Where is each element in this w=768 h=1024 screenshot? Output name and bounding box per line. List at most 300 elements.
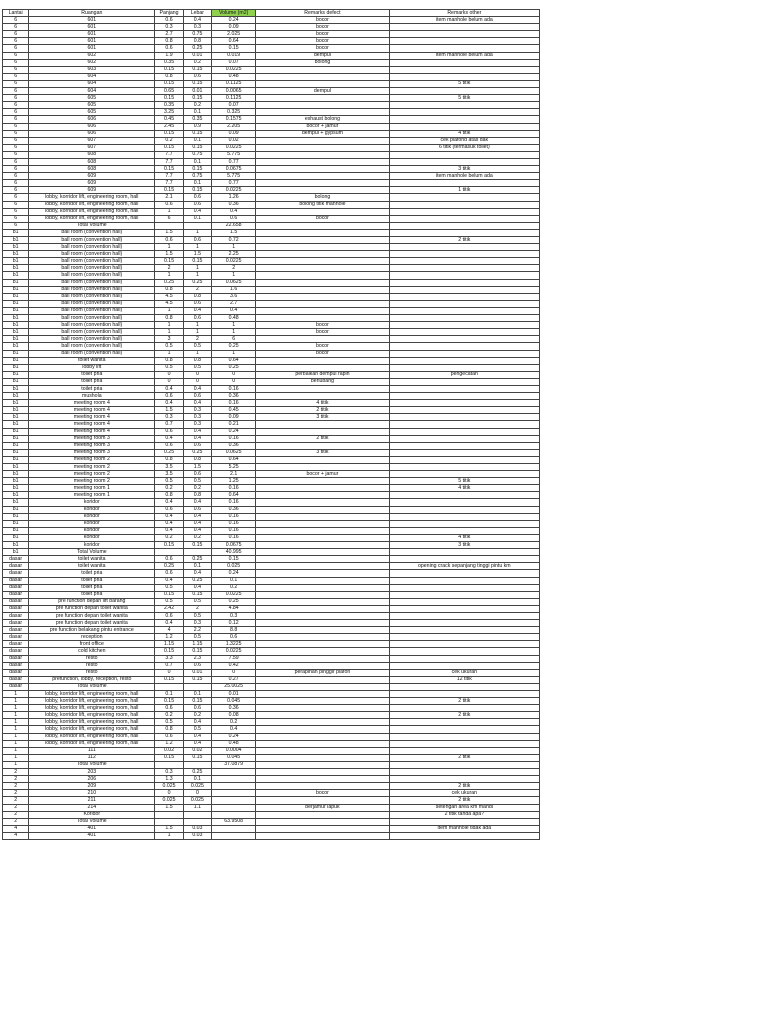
cell-remarks-other[interactable] [389, 464, 539, 471]
cell-remarks-other[interactable] [389, 315, 539, 322]
cell-remarks-defect[interactable] [256, 612, 389, 619]
cell-remarks-defect[interactable] [256, 740, 389, 747]
cell-remarks-defect[interactable] [256, 357, 389, 364]
cell-remarks-defect[interactable] [256, 73, 389, 80]
cell-volume[interactable]: 6 [212, 336, 256, 343]
cell-lantai[interactable]: 1 [3, 726, 29, 733]
cell-remarks-defect[interactable] [256, 187, 389, 194]
cell-panjang[interactable]: 0.4 [155, 513, 183, 520]
cell-panjang[interactable]: 0.15 [155, 698, 183, 705]
cell-lantai[interactable]: b1 [3, 534, 29, 541]
cell-lebar[interactable]: 0.75 [183, 31, 211, 38]
cell-ruangan[interactable]: front office [29, 641, 155, 648]
cell-panjang[interactable]: 1.5 [155, 407, 183, 414]
cell-remarks-defect[interactable] [256, 769, 389, 776]
cell-ruangan[interactable]: ball room (convention hall) [29, 237, 155, 244]
cell-lebar[interactable]: 1.15 [183, 641, 211, 648]
cell-remarks-other[interactable] [389, 492, 539, 499]
cell-panjang[interactable] [155, 818, 183, 825]
cell-remarks-other[interactable] [389, 272, 539, 279]
cell-lantai[interactable]: b1 [3, 492, 29, 499]
cell-lebar[interactable]: 2 [183, 605, 211, 612]
cell-panjang[interactable]: 0.4 [155, 499, 183, 506]
cell-remarks-other[interactable] [389, 612, 539, 619]
cell-lebar[interactable]: 0.35 [183, 116, 211, 123]
cell-remarks-other[interactable] [389, 641, 539, 648]
cell-remarks-defect[interactable] [256, 137, 389, 144]
cell-remarks-defect[interactable] [256, 570, 389, 577]
cell-panjang[interactable]: 1 [155, 350, 183, 357]
cell-remarks-defect[interactable] [256, 315, 389, 322]
cell-remarks-other[interactable]: 4 titik [389, 130, 539, 137]
cell-ruangan[interactable]: meeting room 3 [29, 449, 155, 456]
cell-ruangan[interactable]: meeting room 3 [29, 435, 155, 442]
cell-ruangan[interactable]: pre function depan toilet wanita [29, 605, 155, 612]
cell-volume[interactable]: 0.64 [212, 38, 256, 45]
cell-remarks-other[interactable] [389, 733, 539, 740]
cell-ruangan[interactable]: 601 [29, 38, 155, 45]
cell-ruangan[interactable]: ball room (convention hall) [29, 350, 155, 357]
cell-remarks-defect[interactable] [256, 627, 389, 634]
cell-panjang[interactable]: 2.45 [155, 123, 183, 130]
cell-remarks-other[interactable] [389, 407, 539, 414]
cell-remarks-defect[interactable] [256, 102, 389, 109]
cell-remarks-defect[interactable] [256, 109, 389, 116]
cell-remarks-defect[interactable] [256, 797, 389, 804]
cell-panjang[interactable] [155, 811, 183, 818]
cell-volume[interactable]: 0.21 [212, 421, 256, 428]
cell-volume[interactable]: 63.9508 [212, 818, 256, 825]
cell-ruangan[interactable]: 111 [29, 747, 155, 754]
cell-remarks-defect[interactable]: bocor [256, 322, 389, 329]
cell-lebar[interactable]: 0.8 [183, 293, 211, 300]
cell-volume[interactable]: 0.25 [212, 343, 256, 350]
cell-lebar[interactable] [183, 222, 211, 229]
cell-volume[interactable]: 0.16 [212, 400, 256, 407]
cell-panjang[interactable]: 1 [155, 832, 183, 839]
cell-remarks-defect[interactable] [256, 478, 389, 485]
cell-volume[interactable]: 0.16 [212, 499, 256, 506]
cell-lebar[interactable]: 0.4 [183, 719, 211, 726]
cell-volume[interactable]: 0.16 [212, 534, 256, 541]
cell-remarks-other[interactable]: item manhole belum ada [389, 17, 539, 24]
cell-remarks-defect[interactable] [256, 80, 389, 87]
cell-lantai[interactable]: b1 [3, 336, 29, 343]
cell-lantai[interactable]: 6 [3, 45, 29, 52]
cell-volume[interactable]: 0 [212, 378, 256, 385]
cell-lebar[interactable]: 0.6 [183, 194, 211, 201]
cell-volume[interactable]: 0.27 [212, 676, 256, 683]
cell-lantai[interactable]: 6 [3, 144, 29, 151]
cell-ruangan[interactable]: 203 [29, 769, 155, 776]
cell-remarks-defect[interactable] [256, 237, 389, 244]
cell-lebar[interactable]: 0.1 [183, 776, 211, 783]
cell-panjang[interactable]: 3.25 [155, 109, 183, 116]
cell-lebar[interactable] [183, 761, 211, 768]
cell-ruangan[interactable]: toilet wanita [29, 563, 155, 570]
cell-remarks-other[interactable] [389, 300, 539, 307]
cell-remarks-other[interactable] [389, 570, 539, 577]
cell-lebar[interactable]: 1 [183, 272, 211, 279]
cell-ruangan[interactable]: meeting room 4 [29, 414, 155, 421]
cell-panjang[interactable]: 0.8 [155, 492, 183, 499]
cell-ruangan[interactable]: Koridor [29, 811, 155, 818]
cell-ruangan[interactable]: ball room (convention hall) [29, 336, 155, 343]
cell-lantai[interactable]: b1 [3, 307, 29, 314]
cell-ruangan[interactable]: lobby, korridor lift, engineering room, hall [29, 201, 155, 208]
cell-remarks-other[interactable]: 5 titik [389, 80, 539, 87]
cell-ruangan[interactable]: 214 [29, 804, 155, 811]
cell-panjang[interactable]: 7.7 [155, 158, 183, 165]
cell-lebar[interactable]: 0.03 [183, 825, 211, 832]
cell-lebar[interactable]: 0.3 [183, 407, 211, 414]
cell-lebar[interactable]: 0.15 [183, 66, 211, 73]
cell-lebar[interactable]: 2 [183, 336, 211, 343]
cell-remarks-other[interactable] [389, 229, 539, 236]
cell-lantai[interactable]: 1 [3, 691, 29, 698]
cell-volume[interactable]: 7.59 [212, 655, 256, 662]
cell-panjang[interactable]: 0 [155, 790, 183, 797]
cell-ruangan[interactable]: meeting room 4 [29, 407, 155, 414]
cell-ruangan[interactable]: meeting room 1 [29, 485, 155, 492]
cell-lantai[interactable]: 6 [3, 137, 29, 144]
cell-panjang[interactable]: 0.35 [155, 59, 183, 66]
cell-lantai[interactable]: 1 [3, 698, 29, 705]
cell-lebar[interactable]: 0.15 [183, 258, 211, 265]
cell-lantai[interactable]: b1 [3, 542, 29, 549]
cell-panjang[interactable]: 0.4 [155, 435, 183, 442]
cell-lebar[interactable]: 1 [183, 329, 211, 336]
cell-remarks-other[interactable] [389, 683, 539, 690]
cell-lantai[interactable]: b1 [3, 506, 29, 513]
cell-remarks-defect[interactable]: perapihan pinggir plafon [256, 669, 389, 676]
cell-volume[interactable]: 0.48 [212, 315, 256, 322]
cell-volume[interactable]: 2.1 [212, 471, 256, 478]
cell-remarks-other[interactable]: cek plafond atas dak [389, 137, 539, 144]
cell-ruangan[interactable]: meeting room 2 [29, 471, 155, 478]
cell-lantai[interactable]: b1 [3, 293, 29, 300]
cell-lantai[interactable]: 6 [3, 123, 29, 130]
cell-volume[interactable]: 0.08 [212, 712, 256, 719]
cell-lantai[interactable]: b1 [3, 343, 29, 350]
cell-volume[interactable]: 0.16 [212, 485, 256, 492]
cell-remarks-other[interactable]: item manhole belum ada [389, 52, 539, 59]
cell-remarks-defect[interactable]: bocor [256, 45, 389, 52]
cell-lebar[interactable]: 0.5 [183, 364, 211, 371]
cell-ruangan[interactable]: 608 [29, 158, 155, 165]
cell-remarks-defect[interactable]: dempul [256, 88, 389, 95]
cell-lantai[interactable]: 1 [3, 712, 29, 719]
cell-panjang[interactable]: 7.7 [155, 151, 183, 158]
cell-volume[interactable]: 0.72 [212, 237, 256, 244]
cell-remarks-other[interactable] [389, 456, 539, 463]
cell-lantai[interactable]: b1 [3, 421, 29, 428]
cell-ruangan[interactable]: toilet wanita [29, 556, 155, 563]
cell-remarks-other[interactable] [389, 549, 539, 556]
cell-volume[interactable]: 0.09 [212, 130, 256, 137]
cell-panjang[interactable]: 0.15 [155, 166, 183, 173]
cell-ruangan[interactable]: pre function belakang pintu entrance [29, 627, 155, 634]
cell-panjang[interactable]: 1 [155, 307, 183, 314]
cell-ruangan[interactable]: lobby, korridor lift, engineering room, hall [29, 194, 155, 201]
cell-panjang[interactable]: 1.5 [155, 229, 183, 236]
cell-lebar[interactable]: 0.01 [183, 52, 211, 59]
cell-remarks-other[interactable] [389, 293, 539, 300]
cell-volume[interactable]: 40.995 [212, 549, 256, 556]
cell-lantai[interactable]: dasar [3, 662, 29, 669]
cell-volume[interactable]: 0.36 [212, 705, 256, 712]
cell-volume[interactable]: 3.6 [212, 293, 256, 300]
cell-lantai[interactable]: b1 [3, 300, 29, 307]
cell-remarks-other[interactable] [389, 584, 539, 591]
cell-volume[interactable]: 0.2 [212, 584, 256, 591]
cell-panjang[interactable]: 0.15 [155, 95, 183, 102]
cell-remarks-other[interactable] [389, 620, 539, 627]
cell-lantai[interactable]: dasar [3, 655, 29, 662]
cell-volume[interactable]: 0.02 [212, 137, 256, 144]
cell-remarks-other[interactable] [389, 414, 539, 421]
cell-remarks-defect[interactable] [256, 761, 389, 768]
cell-ruangan[interactable]: 606 [29, 123, 155, 130]
cell-remarks-other[interactable]: 6 titik (termasuk toilet) [389, 144, 539, 151]
cell-remarks-defect[interactable] [256, 428, 389, 435]
cell-lantai[interactable]: dasar [3, 627, 29, 634]
cell-volume[interactable]: 0.16 [212, 385, 256, 392]
cell-panjang[interactable]: 3 [155, 336, 183, 343]
cell-remarks-defect[interactable]: bocor [256, 329, 389, 336]
cell-volume[interactable]: 0.64 [212, 456, 256, 463]
cell-volume[interactable] [212, 797, 256, 804]
cell-remarks-other[interactable]: 1 titik [389, 187, 539, 194]
cell-lantai[interactable]: 2 [3, 769, 29, 776]
cell-panjang[interactable]: 1.5 [155, 251, 183, 258]
cell-remarks-defect[interactable] [256, 393, 389, 400]
cell-panjang[interactable]: 0.15 [155, 591, 183, 598]
cell-ruangan[interactable]: ball room (convention hall) [29, 286, 155, 293]
cell-panjang[interactable]: 0.2 [155, 534, 183, 541]
cell-volume[interactable]: 0.019 [212, 52, 256, 59]
cell-lebar[interactable]: 0.1 [183, 137, 211, 144]
cell-remarks-other[interactable] [389, 655, 539, 662]
cell-volume[interactable]: 1.5 [212, 229, 256, 236]
cell-remarks-other[interactable] [389, 740, 539, 747]
cell-lantai[interactable]: 6 [3, 52, 29, 59]
cell-lantai[interactable]: b1 [3, 244, 29, 251]
cell-lebar[interactable]: 0 [183, 790, 211, 797]
cell-remarks-other[interactable]: pengecatan [389, 371, 539, 378]
cell-remarks-other[interactable] [389, 244, 539, 251]
cell-panjang[interactable]: 0.8 [155, 456, 183, 463]
cell-ruangan[interactable]: ball room (convention hall) [29, 251, 155, 258]
cell-lebar[interactable]: 0.2 [183, 534, 211, 541]
cell-lebar[interactable]: 0.3 [183, 414, 211, 421]
cell-ruangan[interactable]: 604 [29, 73, 155, 80]
cell-panjang[interactable]: 0.6 [155, 393, 183, 400]
cell-lebar[interactable]: 1 [183, 265, 211, 272]
cell-lantai[interactable]: b1 [3, 265, 29, 272]
cell-volume[interactable]: 0.16 [212, 435, 256, 442]
cell-lantai[interactable]: b1 [3, 315, 29, 322]
cell-remarks-defect[interactable]: bolong [256, 59, 389, 66]
cell-volume[interactable]: 0.3 [212, 612, 256, 619]
cell-panjang[interactable]: 6 [155, 215, 183, 222]
cell-ruangan[interactable]: lobby, korridor lift, engineering room, hall [29, 208, 155, 215]
cell-ruangan[interactable]: 605 [29, 95, 155, 102]
cell-panjang[interactable]: 0.45 [155, 116, 183, 123]
cell-ruangan[interactable]: lobby, korridor lift, engineering room, hall [29, 712, 155, 719]
cell-volume[interactable]: 0.045 [212, 754, 256, 761]
cell-volume[interactable]: 0.48 [212, 740, 256, 747]
cell-remarks-defect[interactable] [256, 158, 389, 165]
cell-remarks-other[interactable] [389, 322, 539, 329]
cell-volume[interactable]: 1.6 [212, 286, 256, 293]
cell-remarks-other[interactable] [389, 343, 539, 350]
cell-lantai[interactable]: b1 [3, 378, 29, 385]
cell-ruangan[interactable]: 601 [29, 45, 155, 52]
cell-ruangan[interactable]: ball room (convention hall) [29, 293, 155, 300]
cell-remarks-defect[interactable] [256, 442, 389, 449]
cell-volume[interactable]: 0.1125 [212, 80, 256, 87]
cell-panjang[interactable]: 0 [155, 378, 183, 385]
cell-ruangan[interactable]: lobby, korridor lift, engineering room, hall [29, 698, 155, 705]
cell-lebar[interactable]: 0.025 [183, 783, 211, 790]
cell-panjang[interactable]: 0.15 [155, 130, 183, 137]
cell-volume[interactable]: 0.1575 [212, 116, 256, 123]
cell-panjang[interactable]: 0.25 [155, 279, 183, 286]
cell-lebar[interactable]: 0.5 [183, 634, 211, 641]
col-header-volume[interactable]: Volume (m2) [212, 10, 256, 17]
cell-panjang[interactable]: 0.8 [155, 315, 183, 322]
cell-remarks-defect[interactable]: bolong [256, 194, 389, 201]
cell-remarks-other[interactable]: item manhole belum ada [389, 173, 539, 180]
cell-remarks-other[interactable] [389, 45, 539, 52]
cell-remarks-defect[interactable] [256, 222, 389, 229]
cell-volume[interactable]: 0.0225 [212, 258, 256, 265]
cell-lantai[interactable]: dasar [3, 591, 29, 598]
cell-remarks-other[interactable] [389, 378, 539, 385]
cell-lebar[interactable]: 0.2 [183, 102, 211, 109]
cell-remarks-defect[interactable] [256, 66, 389, 73]
cell-lantai[interactable]: 6 [3, 201, 29, 208]
cell-lebar[interactable]: 0.1 [183, 563, 211, 570]
cell-lebar[interactable]: 2 [183, 286, 211, 293]
cell-ruangan[interactable]: 603 [29, 66, 155, 73]
cell-remarks-other[interactable] [389, 400, 539, 407]
cell-remarks-other[interactable] [389, 201, 539, 208]
cell-lantai[interactable]: b1 [3, 520, 29, 527]
cell-panjang[interactable]: 1 [155, 244, 183, 251]
cell-ruangan[interactable]: Total Volume [29, 683, 155, 690]
cell-lebar[interactable]: 0.6 [183, 300, 211, 307]
cell-panjang[interactable]: 1 [155, 272, 183, 279]
cell-ruangan[interactable]: toilet pria [29, 577, 155, 584]
cell-lebar[interactable]: 0.6 [183, 662, 211, 669]
cell-remarks-defect[interactable]: bocor + jamur [256, 123, 389, 130]
cell-remarks-defect[interactable]: dempul + gypsum [256, 130, 389, 137]
cell-ruangan[interactable]: meeting room 2 [29, 456, 155, 463]
cell-remarks-other[interactable] [389, 31, 539, 38]
cell-volume[interactable]: 0.24 [212, 733, 256, 740]
cell-volume[interactable]: 0.0225 [212, 144, 256, 151]
cell-remarks-defect[interactable] [256, 832, 389, 839]
cell-ruangan[interactable]: pre function depan lift barang [29, 598, 155, 605]
cell-remarks-other[interactable] [389, 598, 539, 605]
cell-lebar[interactable]: 0.4 [183, 570, 211, 577]
cell-panjang[interactable]: 0.8 [155, 38, 183, 45]
cell-ruangan[interactable]: 604 [29, 80, 155, 87]
cell-lantai[interactable]: b1 [3, 471, 29, 478]
cell-lebar[interactable]: 0.6 [183, 705, 211, 712]
cell-lantai[interactable]: b1 [3, 229, 29, 236]
cell-remarks-defect[interactable]: bocor [256, 17, 389, 24]
cell-volume[interactable]: 0.24 [212, 428, 256, 435]
cell-panjang[interactable]: 1.2 [155, 740, 183, 747]
cell-lebar[interactable]: 0.4 [183, 499, 211, 506]
cell-lantai[interactable]: b1 [3, 357, 29, 364]
cell-lebar[interactable]: 0.4 [183, 428, 211, 435]
cell-lebar[interactable]: 0.8 [183, 456, 211, 463]
cell-lantai[interactable]: b1 [3, 237, 29, 244]
cell-volume[interactable]: 0.07 [212, 102, 256, 109]
cell-lebar[interactable]: 0.15 [183, 754, 211, 761]
cell-lantai[interactable]: dasar [3, 676, 29, 683]
cell-remarks-defect[interactable] [256, 605, 389, 612]
cell-ruangan[interactable]: 608 [29, 166, 155, 173]
cell-lebar[interactable]: 0.15 [183, 698, 211, 705]
cell-lebar[interactable]: 0.15 [183, 676, 211, 683]
cell-lebar[interactable]: 0.1 [183, 180, 211, 187]
cell-volume[interactable]: 0.0625 [212, 279, 256, 286]
cell-panjang[interactable] [155, 761, 183, 768]
cell-ruangan[interactable]: meeting room 1 [29, 492, 155, 499]
cell-lebar[interactable]: 0.15 [183, 166, 211, 173]
cell-remarks-other[interactable] [389, 66, 539, 73]
cell-lebar[interactable]: 2.3 [183, 655, 211, 662]
cell-panjang[interactable]: 0.6 [155, 506, 183, 513]
cell-volume[interactable]: 0.4 [212, 307, 256, 314]
cell-remarks-defect[interactable]: 2 titik [256, 435, 389, 442]
cell-ruangan[interactable]: koridor [29, 542, 155, 549]
cell-remarks-other[interactable]: 2 titik [389, 698, 539, 705]
cell-lantai[interactable]: 2 [3, 811, 29, 818]
cell-ruangan[interactable]: resto [29, 662, 155, 669]
cell-lantai[interactable]: b1 [3, 414, 29, 421]
cell-ruangan[interactable]: ball room (convention hall) [29, 258, 155, 265]
cell-remarks-other[interactable]: 3 titik [389, 542, 539, 549]
cell-lantai[interactable]: 1 [3, 754, 29, 761]
cell-remarks-other[interactable] [389, 364, 539, 371]
cell-lantai[interactable]: b1 [3, 364, 29, 371]
cell-ruangan[interactable]: lobby, korridor lift, engineering room, hall [29, 215, 155, 222]
cell-remarks-defect[interactable]: berlubang [256, 378, 389, 385]
cell-lantai[interactable]: 6 [3, 180, 29, 187]
cell-lantai[interactable]: 6 [3, 173, 29, 180]
cell-lebar[interactable]: 0.75 [183, 173, 211, 180]
cell-ruangan[interactable]: 601 [29, 31, 155, 38]
cell-volume[interactable]: 5.25 [212, 464, 256, 471]
cell-panjang[interactable]: 0.25 [155, 563, 183, 570]
cell-remarks-other[interactable] [389, 151, 539, 158]
cell-lebar[interactable]: 1 [183, 244, 211, 251]
cell-remarks-other[interactable] [389, 24, 539, 31]
cell-remarks-defect[interactable] [256, 272, 389, 279]
cell-remarks-other[interactable]: 5 titik [389, 95, 539, 102]
cell-volume[interactable]: 2.25 [212, 251, 256, 258]
cell-remarks-defect[interactable] [256, 662, 389, 669]
cell-remarks-other[interactable] [389, 705, 539, 712]
cell-ruangan[interactable]: resto [29, 669, 155, 676]
cell-ruangan[interactable]: ball room (convention hall) [29, 244, 155, 251]
